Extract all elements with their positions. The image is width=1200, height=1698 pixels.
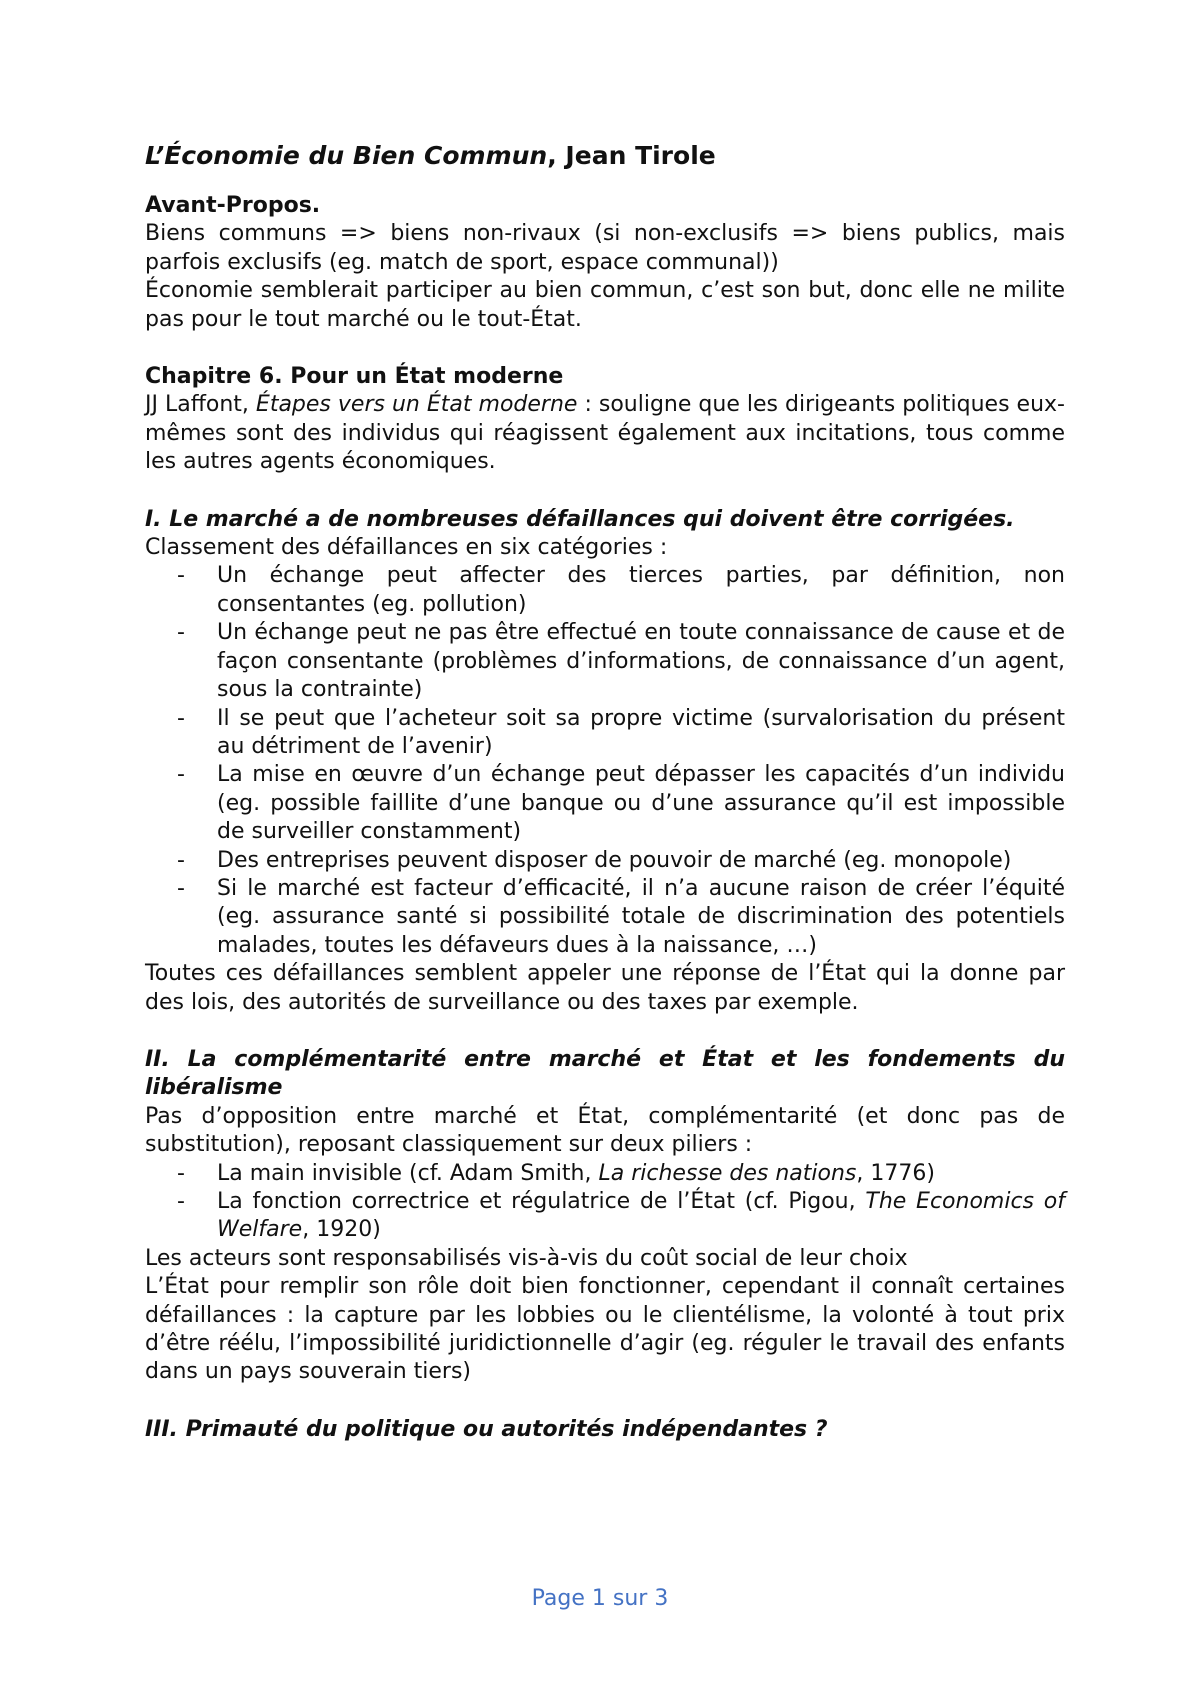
section-1-intro: Classement des défaillances en six catégories : bbox=[145, 535, 668, 561]
avant-propos-paragraph-1: Biens communs => biens non-rivaux (si non-exclusifs => biens publics, mais parfois exclusifs (eg. match de sport, espace communal)) bbox=[145, 221, 1065, 275]
list-item-text: Des entreprises peuvent disposer de pouvoir de marché (eg. monopole) bbox=[217, 847, 1012, 873]
list-dash: - bbox=[177, 563, 185, 589]
list-item-text: , 1920) bbox=[302, 1217, 381, 1243]
section-2-intro: Pas d’opposition entre marché et État, complémentarité (et donc pas de substitution), reposant classiquement sur deux piliers : bbox=[145, 1103, 1065, 1158]
list-item-text: Si le marché est facteur d’efficacité, il n’a aucune raison de créer l’équité (eg. assurance santé si possibilité totale de discrimination des potentiels malades, toutes les défaveurs dues à la naissance, …) bbox=[217, 875, 1065, 958]
list-item bbox=[177, 1188, 1065, 1245]
list-item-text: Un échange peut affecter des tierces parties, par définition, non consentantes (eg. pollution) bbox=[217, 563, 1065, 617]
list-dash: - bbox=[177, 762, 185, 788]
list-item bbox=[177, 619, 1065, 704]
page-number-footer: Page 1 sur 3 bbox=[531, 1586, 669, 1611]
author: , Jean Tirole bbox=[547, 141, 716, 170]
list-dash: - bbox=[177, 1160, 185, 1186]
chapter-6-heading: Chapitre 6. Pour un État moderne bbox=[145, 364, 564, 390]
list-item bbox=[177, 1160, 1065, 1188]
pillars-list bbox=[145, 1160, 1065, 1245]
list-item-text: Il se peut que l’acheteur soit sa propre victime (survalorisation du présent au détriment de l’avenir) bbox=[217, 705, 1065, 759]
avant-propos-heading: Avant-Propos. bbox=[145, 193, 321, 218]
section-1-heading: I. Le marché a de nombreuses défaillances qui doivent être corrigées. bbox=[145, 506, 1015, 532]
list-dash: - bbox=[177, 847, 185, 873]
book-title: L’Économie du Bien Commun bbox=[145, 141, 548, 170]
list-item bbox=[177, 705, 1065, 762]
section-2-paragraph-1: Les acteurs sont responsabilisés vis-à-vis du coût social de leur choix bbox=[145, 1245, 908, 1271]
list-item bbox=[177, 875, 1065, 960]
document-title bbox=[145, 140, 1065, 172]
failures-list bbox=[145, 562, 1065, 960]
document-page bbox=[145, 140, 1065, 1444]
list-dash: - bbox=[177, 705, 185, 731]
list-item-text: , 1776) bbox=[856, 1160, 935, 1186]
section-2-paragraph-2: L’État pour remplir son rôle doit bien fonctionner, cependant il connaît certaines défaillances : la capture par les lobbies ou le clientélisme, la volonté à tout prix d’être réélu, l’impossibilité juridictionnelle d’agir (eg. réguler le travail des enfants dans un pays souverain tiers) bbox=[145, 1274, 1065, 1385]
section-2-heading: II. La complémentarité entre marché et État et les fondements du libéralisme bbox=[145, 1046, 1065, 1101]
list-dash: - bbox=[177, 1189, 185, 1214]
chapter-6-paragraph bbox=[145, 391, 1065, 476]
laffont-summary: : souligne que les dirigeants politiques eux-mêmes sont des individus qui réagissent également aux incitations, tous comme les autres agents économiques. bbox=[145, 392, 1065, 475]
book-title: The Economics of Welfare bbox=[217, 1189, 1065, 1243]
list-item-text: La main invisible (cf. Adam Smith, bbox=[217, 1160, 599, 1186]
section-3-heading: III. Primauté du politique ou autorités indépendantes ? bbox=[145, 1416, 828, 1442]
list-item-text: La mise en œuvre d’un échange peut dépasser les capacités d’un individu (eg. possible faillite d’une banque ou d’une assurance qu’il est impossible de surveiller constamment) bbox=[217, 762, 1065, 845]
list-item-text: La fonction correctrice et régulatrice de l’État (cf. Pigou, bbox=[217, 1189, 866, 1214]
book-title: La richesse des nations bbox=[598, 1160, 857, 1186]
avant-propos-paragraph-2: Économie semblerait participer au bien commun, c’est son but, donc elle ne milite pas pour le tout marché ou le tout-État. bbox=[145, 278, 1065, 332]
list-item bbox=[177, 847, 1065, 875]
list-item-text: Un échange peut ne pas être effectué en toute connaissance de cause et de façon consentante (problèmes d’informations, de connaissance d’un agent, sous la contrainte) bbox=[217, 620, 1065, 703]
list-item bbox=[177, 562, 1065, 619]
list-dash: - bbox=[177, 875, 185, 901]
laffont-author: JJ Laffont, bbox=[145, 392, 256, 418]
list-dash: - bbox=[177, 620, 185, 646]
laffont-book: Étapes vers un État moderne bbox=[255, 392, 578, 418]
section-1-conclusion: Toutes ces défaillances semblent appeler une réponse de l’État qui la donne par des lois, des autorités de surveillance ou des taxes par exemple. bbox=[145, 961, 1065, 1015]
list-item bbox=[177, 761, 1065, 846]
